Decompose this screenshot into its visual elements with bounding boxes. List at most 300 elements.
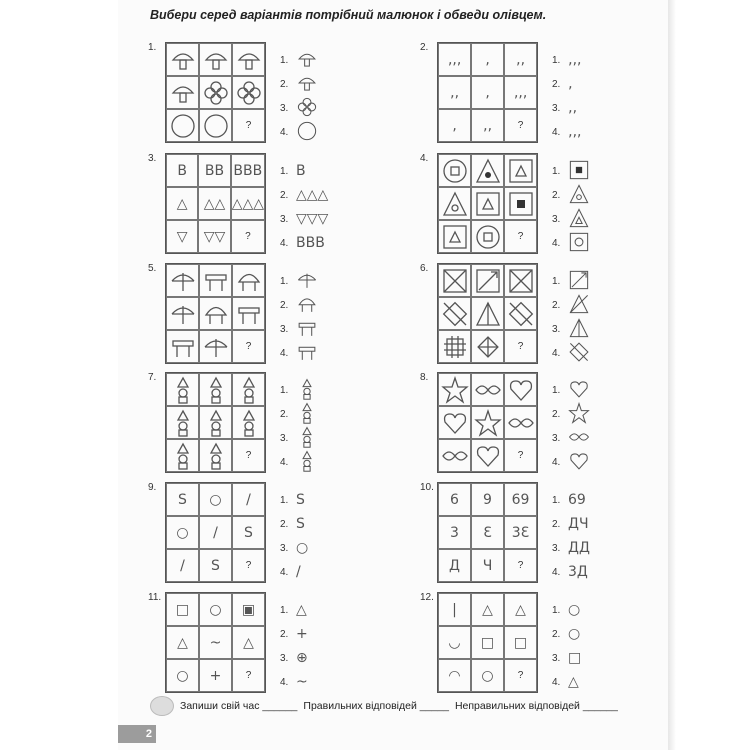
answer-option-3[interactable] [280, 207, 400, 231]
diamond-square-icon [507, 300, 535, 328]
cell-symbol: □ [480, 634, 495, 651]
answer-option-2[interactable] [280, 183, 400, 207]
shapes-stack-icon [296, 450, 318, 472]
missing-cell[interactable] [232, 659, 265, 692]
exercise-number: 4. [420, 153, 429, 164]
missing-cell[interactable] [232, 330, 265, 363]
option-label: 4. [552, 676, 561, 688]
grid-cell [166, 187, 198, 220]
correct-answers-label: Правильних відповідей _____ [303, 700, 449, 712]
puzzle-grid [437, 153, 538, 254]
exercise-number: 11. [148, 592, 162, 603]
option-label: 1. [552, 54, 561, 66]
cell-symbol: ‚ [485, 84, 490, 101]
grid-cell [199, 549, 232, 582]
umbrella-icon [169, 300, 197, 328]
missing-cell[interactable] [231, 220, 265, 253]
grid-cell [504, 406, 537, 439]
option-figure [568, 426, 590, 451]
option-figure [296, 120, 318, 145]
answer-option-4[interactable] [280, 341, 400, 365]
answer-option-3[interactable] [280, 426, 400, 450]
umbrella-icon [296, 269, 318, 291]
answer-option-4[interactable] [552, 450, 672, 474]
puzzle-grid [165, 592, 266, 693]
grid-cell [199, 109, 232, 142]
option-label: 4. [280, 456, 289, 468]
missing-cell[interactable] [232, 439, 265, 472]
grid-cell [471, 154, 504, 187]
cell-symbol: + [209, 667, 222, 684]
missing-cell[interactable] [504, 659, 537, 692]
option-label: 2. [552, 189, 561, 201]
cell-symbol: | [452, 601, 457, 618]
puzzle-grid [437, 592, 538, 693]
square-dot-icon [568, 159, 590, 181]
answer-option-2[interactable] [552, 183, 672, 207]
grid-cell [504, 76, 537, 109]
answer-options [552, 269, 672, 365]
cell-symbol: Д [449, 557, 460, 574]
answer-option-1[interactable] [552, 48, 672, 72]
missing-cell[interactable] [504, 109, 537, 142]
option-label: 2. [552, 299, 561, 311]
option-label: 4. [552, 237, 561, 249]
shapes-stack-icon [235, 409, 263, 437]
answer-options [552, 378, 672, 474]
square-triangle-icon [507, 157, 535, 185]
heart-icon [568, 450, 590, 472]
cell-symbol: ▣ [241, 601, 256, 618]
mushroom-icon [296, 72, 318, 94]
option-label: 3. [552, 102, 561, 114]
option-figure [296, 402, 318, 427]
table-icon [296, 317, 318, 339]
grid-cell [199, 406, 232, 439]
exercise-number: 10. [420, 482, 434, 493]
grid-cell [471, 76, 504, 109]
exercise-10 [420, 482, 680, 600]
option-label: 3. [280, 323, 289, 335]
shapes-stack-icon [296, 426, 318, 448]
grid-cell [471, 516, 504, 549]
bow-icon [568, 426, 590, 448]
option-figure [568, 450, 590, 475]
puzzle-grid [437, 482, 538, 583]
puzzle-grid [165, 42, 266, 143]
question-mark: ? [517, 670, 524, 681]
grid-cell [438, 154, 471, 187]
missing-cell[interactable] [232, 109, 265, 142]
cell-symbol: 9 [483, 491, 492, 508]
option-figure [296, 269, 318, 294]
answer-option-2[interactable] [280, 293, 400, 317]
grid-cell [166, 297, 199, 330]
option-symbol: △ [296, 602, 307, 618]
option-label: 3. [280, 102, 289, 114]
grid-cell [166, 109, 199, 142]
footer-record [150, 696, 618, 716]
grid-cell [504, 483, 537, 516]
answer-option-1[interactable] [552, 488, 672, 512]
flower-icon [296, 96, 318, 118]
grid-cell [471, 439, 504, 472]
option-figure [296, 317, 318, 342]
grid-cell [232, 373, 265, 406]
exercise-number: 7. [148, 372, 157, 383]
cell-symbol: ‚‚ [483, 117, 492, 134]
question-mark: ? [517, 231, 524, 242]
grid-cell [504, 516, 537, 549]
triangle-circle-icon [568, 183, 590, 205]
star-square-icon [507, 267, 535, 295]
grid-cell [504, 373, 537, 406]
mushroom-icon [169, 46, 197, 74]
cell-symbol: ○ [209, 601, 222, 618]
missing-cell[interactable] [504, 549, 537, 582]
circle-icon [169, 112, 197, 140]
cell-symbol: ○ [176, 524, 189, 541]
option-label: 1. [280, 165, 289, 177]
table-icon [235, 300, 263, 328]
answer-option-3[interactable] [552, 317, 672, 341]
grid-cell [504, 626, 537, 659]
option-label: 4. [552, 126, 561, 138]
flower-icon [202, 79, 230, 107]
answer-option-4[interactable] [280, 450, 400, 474]
grid-cell [198, 154, 230, 187]
missing-cell[interactable] [504, 330, 537, 363]
option-symbol: B [296, 163, 306, 179]
grid-cell [232, 406, 265, 439]
exercise-number: 9. [148, 482, 157, 493]
table-icon [169, 333, 197, 361]
answer-option-4[interactable] [552, 231, 672, 255]
shapes-stack-icon [169, 442, 197, 470]
dome-icon [296, 293, 318, 315]
cell-symbol: △△△ [231, 195, 264, 212]
cell-symbol: △ [515, 601, 526, 618]
grid-cell [438, 626, 471, 659]
grid-cell [166, 406, 199, 439]
grid-cell [438, 220, 471, 253]
shapes-stack-icon [296, 378, 318, 400]
answer-option-4[interactable] [280, 120, 400, 144]
grid-cell [199, 593, 232, 626]
option-symbol: ДЧ [568, 516, 589, 532]
option-figure [568, 378, 590, 403]
option-label: 3. [280, 213, 289, 225]
answer-option-4[interactable] [280, 231, 400, 255]
option-figure [568, 402, 590, 427]
puzzle-grid [165, 263, 266, 364]
exercise-number: 8. [420, 372, 429, 383]
answer-option-4[interactable] [552, 560, 672, 584]
exercise-11 [148, 592, 408, 710]
grid-cell [471, 659, 504, 692]
option-symbol: ~ [296, 674, 308, 690]
triangle-circle-icon [441, 190, 469, 218]
smiley-icon [150, 696, 174, 716]
grid-cell [504, 154, 537, 187]
mushroom-icon [169, 79, 197, 107]
bow-icon [474, 376, 502, 404]
cell-symbol: ○ [176, 667, 189, 684]
grid-cell [166, 516, 199, 549]
star-icon [568, 402, 590, 424]
question-mark: ? [245, 341, 252, 352]
mushroom-icon [202, 46, 230, 74]
cell-symbol: 3 [450, 524, 459, 541]
bow-icon [441, 442, 469, 470]
star-triangle-icon [568, 293, 590, 315]
option-label: 4. [280, 237, 289, 249]
bow-icon [507, 409, 535, 437]
question-mark: ? [245, 120, 252, 131]
option-symbol: ⊕ [296, 650, 308, 666]
grid-cell [166, 483, 199, 516]
grid-cell [438, 187, 471, 220]
puzzle-grid [165, 482, 266, 583]
option-label: 2. [552, 518, 561, 530]
grid-cell [504, 264, 537, 297]
grid-cell [232, 76, 265, 109]
option-figure [568, 293, 590, 318]
option-figure [568, 183, 590, 208]
arrow-square-icon [474, 267, 502, 295]
cell-symbol: Ч [482, 557, 493, 574]
cell-symbol: ‚‚‚ [513, 84, 528, 101]
diamond-square-icon [568, 341, 590, 363]
grid-cell [438, 43, 471, 76]
grid-cell [438, 516, 471, 549]
triangle-icon [474, 300, 502, 328]
option-label: 2. [280, 78, 289, 90]
answer-option-3[interactable] [552, 426, 672, 450]
answer-option-3[interactable] [552, 646, 672, 670]
cell-symbol: BB [204, 162, 225, 179]
answer-option-3[interactable] [280, 96, 400, 120]
answer-options [552, 159, 672, 255]
exercise-number: 3. [148, 153, 157, 164]
answer-option-4[interactable] [280, 670, 400, 694]
cell-symbol: 3Ɛ [511, 524, 530, 541]
option-symbol: □ [568, 650, 582, 666]
answer-option-2[interactable] [552, 402, 672, 426]
cell-symbol: BBB [233, 162, 263, 179]
answer-option-1[interactable] [280, 269, 400, 293]
heart-icon [568, 378, 590, 400]
grid-cell [166, 76, 199, 109]
answer-option-4[interactable] [552, 670, 672, 694]
answer-option-3[interactable] [552, 96, 672, 120]
missing-cell[interactable] [504, 220, 537, 253]
answer-option-3[interactable] [552, 536, 672, 560]
grid-cell [166, 154, 198, 187]
grid-cell [199, 330, 232, 363]
puzzle-grid [437, 263, 538, 364]
option-label: 4. [280, 566, 289, 578]
option-figure [568, 317, 590, 342]
grid-cell [438, 264, 471, 297]
exercise-4 [420, 153, 680, 271]
missing-cell[interactable] [232, 549, 265, 582]
grid-cell [504, 593, 537, 626]
grid-cell [198, 220, 230, 253]
shapes-stack-icon [202, 409, 230, 437]
grid-cell [231, 187, 265, 220]
option-label: 1. [280, 54, 289, 66]
option-label: 1. [280, 494, 289, 506]
exercise-2 [420, 42, 680, 160]
grid-square-icon [441, 333, 469, 361]
cell-symbol: S [244, 524, 253, 541]
question-mark: ? [245, 670, 252, 681]
exercise-3 [148, 153, 408, 271]
grid-cell [438, 297, 471, 330]
answer-option-3[interactable] [280, 646, 400, 670]
answer-option-2[interactable] [552, 293, 672, 317]
answer-options [280, 269, 400, 365]
question-mark: ? [245, 450, 252, 461]
answer-option-4[interactable] [280, 560, 400, 584]
exercise-number: 12. [420, 592, 434, 603]
option-label: 4. [280, 126, 289, 138]
option-symbol: ○ [568, 602, 581, 618]
cell-symbol: ‚ [452, 117, 457, 134]
dome-icon [202, 300, 230, 328]
option-label: 1. [552, 384, 561, 396]
puzzle-grid [165, 372, 266, 473]
answer-option-2[interactable] [280, 402, 400, 426]
grid-cell [166, 330, 199, 363]
option-label: 4. [552, 347, 561, 359]
umbrella-icon [202, 333, 230, 361]
grid-cell [232, 626, 265, 659]
answer-option-1[interactable] [552, 378, 672, 402]
cell-symbol: S [178, 491, 187, 508]
answer-option-3[interactable] [280, 536, 400, 560]
exercise-6 [420, 263, 680, 381]
grid-cell [199, 43, 232, 76]
option-figure [296, 293, 318, 318]
missing-cell[interactable] [504, 439, 537, 472]
answer-option-3[interactable] [280, 317, 400, 341]
grid-cell [471, 626, 504, 659]
option-symbol: ‚ [568, 76, 573, 92]
triangle-dot-icon [474, 157, 502, 185]
answer-option-1[interactable] [552, 159, 672, 183]
triangle-triangle-icon [568, 207, 590, 229]
grid-cell [199, 264, 232, 297]
cell-symbol: △ [177, 634, 188, 651]
grid-cell [438, 406, 471, 439]
square-triangle-icon [441, 223, 469, 251]
answer-option-2[interactable] [280, 72, 400, 96]
option-symbol: ДД [568, 540, 590, 556]
grid-cell [438, 76, 471, 109]
answer-option-2[interactable] [552, 72, 672, 96]
grid-cell [232, 43, 265, 76]
option-symbol: ‚‚‚ [568, 124, 582, 140]
option-symbol: S [296, 516, 305, 532]
answer-option-1[interactable] [280, 48, 400, 72]
option-figure [568, 207, 590, 232]
answer-option-1[interactable] [280, 159, 400, 183]
answer-options [280, 48, 400, 144]
grid-cell [471, 264, 504, 297]
grid-cell [471, 43, 504, 76]
cell-symbol: △ [176, 195, 188, 212]
option-label: 3. [552, 542, 561, 554]
grid-cell [438, 549, 471, 582]
cell-symbol: ○ [209, 491, 222, 508]
answer-option-1[interactable] [280, 488, 400, 512]
answer-option-3[interactable] [552, 207, 672, 231]
answer-option-2[interactable] [280, 622, 400, 646]
grid-cell [438, 593, 471, 626]
option-figure [296, 378, 318, 403]
answer-option-1[interactable] [552, 269, 672, 293]
option-symbol: 69 [568, 492, 586, 508]
circle-square-icon [441, 157, 469, 185]
option-label: 2. [280, 408, 289, 420]
answer-option-2[interactable] [280, 512, 400, 536]
cell-symbol: ▽ [176, 228, 188, 245]
grid-cell [231, 154, 265, 187]
question-mark: ? [517, 341, 524, 352]
cell-symbol: ‚‚ [516, 51, 525, 68]
cell-symbol: ◡ [448, 634, 461, 651]
option-label: 1. [552, 494, 561, 506]
cell-symbol: B [177, 162, 187, 179]
exercise-9 [148, 482, 408, 600]
heart-icon [507, 376, 535, 404]
answer-option-2[interactable] [552, 622, 672, 646]
shapes-stack-icon [169, 376, 197, 404]
cell-symbol: ‚‚ [450, 84, 459, 101]
option-symbol: 3Д [568, 564, 588, 580]
grid-cell [232, 483, 265, 516]
page-title: Вибери серед варіантів потрібний малюнок і обведи олівцем. [150, 8, 547, 22]
square-dot-icon [507, 190, 535, 218]
option-label: 2. [280, 518, 289, 530]
circle-dot-icon [474, 223, 502, 251]
page-number: 2 [118, 725, 156, 743]
answer-option-1[interactable] [280, 378, 400, 402]
square-circle-icon [568, 231, 590, 253]
wrong-answers-label: Неправильних відповідей ______ [454, 700, 618, 712]
option-label: 2. [552, 78, 561, 90]
option-symbol: △ [568, 674, 579, 690]
mushroom-icon [235, 46, 263, 74]
option-label: 4. [552, 456, 561, 468]
answer-option-2[interactable] [552, 512, 672, 536]
option-label: 1. [552, 604, 561, 616]
answer-option-4[interactable] [552, 341, 672, 365]
grid-cell [438, 483, 471, 516]
answer-option-1[interactable] [280, 598, 400, 622]
option-figure [568, 231, 590, 256]
answer-option-4[interactable] [552, 120, 672, 144]
triangle-icon [568, 317, 590, 339]
answer-option-1[interactable] [552, 598, 672, 622]
puzzle-grid [165, 153, 266, 254]
option-label: 3. [280, 542, 289, 554]
cell-symbol: ◠ [448, 667, 461, 684]
grid-cell [471, 187, 504, 220]
option-label: 3. [280, 652, 289, 664]
